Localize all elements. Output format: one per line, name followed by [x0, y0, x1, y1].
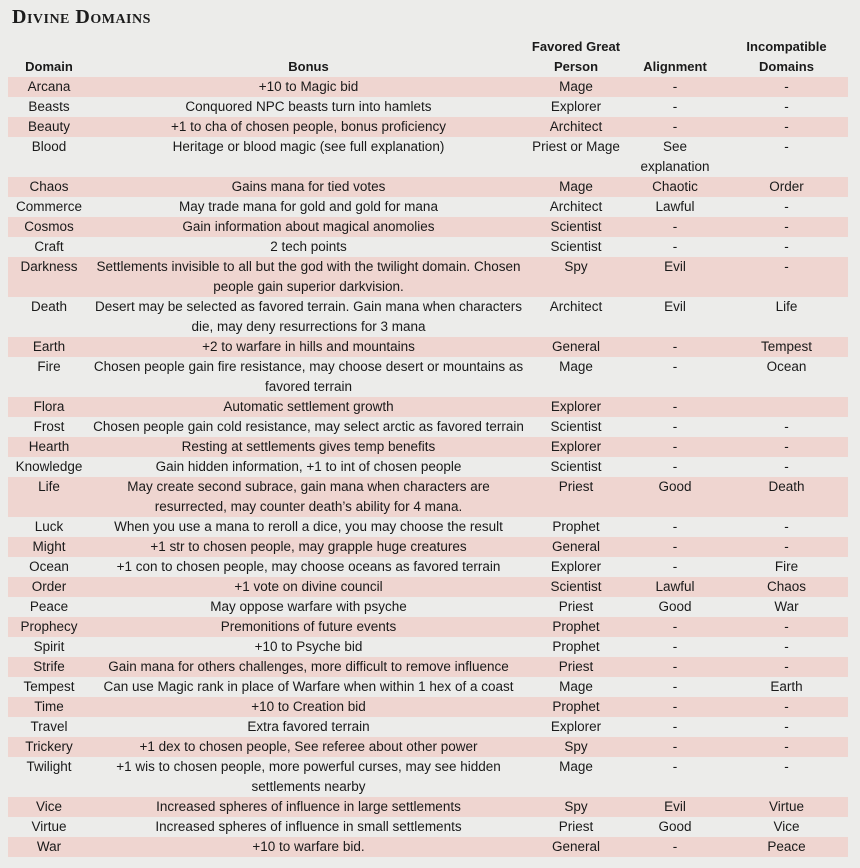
domain-cell: Earth	[32, 339, 66, 354]
alignment-cell: -	[672, 559, 678, 574]
alignment-cell: -	[672, 739, 678, 754]
domain-cell: Might	[32, 539, 66, 554]
favored-person-cell: Spy	[564, 799, 588, 814]
domain-cell: Twilight	[26, 759, 72, 774]
domain-cell: Blood	[31, 139, 67, 154]
alignment-cell: -	[672, 459, 678, 474]
incompatible-cell: Life	[775, 299, 798, 314]
incompatible-cell: War	[774, 599, 799, 614]
alignment-cell: -	[672, 679, 678, 694]
table-row	[8, 817, 848, 837]
bonus-cell: Desert may be selected as favored terrain. Gain mana when characters die, may deny resurrections for 3 mana	[95, 299, 522, 334]
alignment-cell: -	[672, 659, 678, 674]
favored-person-cell: Prophet	[552, 699, 600, 714]
alignment-cell: Evil	[664, 799, 686, 814]
favored-person-cell: Priest	[558, 659, 594, 674]
alignment-cell: Evil	[664, 259, 686, 274]
domain-cell: Vice	[35, 799, 63, 814]
bonus-cell: May oppose warfare with psyche	[210, 599, 407, 614]
table-row	[8, 737, 848, 757]
table-row	[8, 437, 848, 457]
alignment-cell: -	[672, 839, 678, 854]
bonus-cell: +10 to warfare bid.	[252, 839, 365, 854]
incompatible-cell: -	[784, 79, 789, 94]
bonus-cell: +10 to Psyche bid	[254, 639, 363, 654]
table-row	[8, 637, 848, 657]
domain-cell: Frost	[33, 419, 65, 434]
domain-cell: Strife	[33, 659, 65, 674]
favored-person-cell: Mage	[559, 79, 593, 94]
favored-person-cell: Mage	[559, 179, 593, 194]
alignment-cell: -	[672, 719, 678, 734]
header-incompatible-domains: Incompatible Domains	[746, 39, 827, 74]
alignment-cell: Lawful	[655, 199, 695, 214]
bonus-cell: When you use a mana to reroll a dice, you may choose the result	[114, 519, 503, 534]
table-row	[8, 117, 848, 137]
favored-person-cell: General	[551, 839, 601, 854]
table-row	[8, 597, 848, 617]
alignment-cell: -	[672, 399, 678, 414]
table-row	[8, 137, 848, 177]
domain-cell: Knowledge	[15, 459, 83, 474]
domain-cell: War	[36, 839, 62, 854]
favored-person-cell: Prophet	[552, 519, 600, 534]
favored-person-cell: General	[551, 539, 601, 554]
alignment-cell: See explanation	[640, 139, 710, 174]
alignment-cell: -	[672, 639, 678, 654]
favored-person-cell: Scientist	[550, 219, 602, 234]
domain-cell: Commerce	[15, 199, 82, 214]
bonus-cell: 2 tech points	[270, 239, 347, 254]
alignment-cell: -	[672, 79, 678, 94]
bonus-cell: +10 to Magic bid	[258, 79, 359, 94]
bonus-cell: Extra favored terrain	[247, 719, 370, 734]
favored-person-cell: Mage	[559, 679, 593, 694]
bonus-cell: Automatic settlement growth	[223, 399, 394, 414]
incompatible-cell: -	[784, 519, 789, 534]
incompatible-cell: Vice	[773, 819, 800, 834]
incompatible-cell: -	[784, 659, 789, 674]
table-row	[8, 577, 848, 597]
header-favored-great-person: Favored Great Person	[531, 39, 621, 74]
alignment-cell: -	[672, 219, 678, 234]
favored-person-cell: Priest	[558, 819, 594, 834]
table-row	[8, 677, 848, 697]
favored-person-cell: Scientist	[550, 239, 602, 254]
favored-person-cell: Explorer	[550, 719, 602, 734]
favored-person-cell: Priest or Mage	[532, 139, 620, 154]
table-row	[8, 337, 848, 357]
alignment-cell: -	[672, 519, 678, 534]
incompatible-cell: Tempest	[760, 339, 813, 354]
incompatible-cell: -	[784, 99, 789, 114]
table-row	[8, 657, 848, 677]
domain-cell: Fire	[37, 359, 61, 374]
favored-person-cell: Architect	[549, 299, 603, 314]
alignment-cell: Good	[658, 479, 692, 494]
table-row	[8, 97, 848, 117]
alignment-cell: -	[672, 359, 678, 374]
alignment-cell: -	[672, 619, 678, 634]
table-row	[8, 537, 848, 557]
header-bonus: Bonus	[288, 59, 329, 74]
bonus-cell: +1 con to chosen people, may choose oceans as favored terrain	[116, 559, 501, 574]
incompatible-cell: -	[784, 539, 789, 554]
domain-cell: Hearth	[28, 439, 70, 454]
table-header-row	[8, 37, 848, 77]
bonus-cell: May create second subrace, gain mana when characters are resurrected, may counter death’s ability for 4 mana.	[127, 479, 490, 514]
bonus-cell: +1 vote on divine council	[234, 579, 383, 594]
domain-cell: Luck	[34, 519, 64, 534]
domain-cell: Time	[34, 699, 64, 714]
domain-cell: Cosmos	[24, 219, 74, 234]
incompatible-cell: Ocean	[766, 359, 807, 374]
bonus-cell: Conquored NPC beasts turn into hamlets	[185, 99, 432, 114]
incompatible-cell: Peace	[767, 839, 806, 854]
table-row	[8, 697, 848, 717]
incompatible-cell: -	[784, 719, 789, 734]
incompatible-cell: -	[784, 119, 789, 134]
incompatible-cell: Order	[769, 179, 804, 194]
table-row	[8, 797, 848, 817]
bonus-cell: Gains mana for tied votes	[231, 179, 386, 194]
favored-person-cell: Explorer	[550, 99, 602, 114]
incompatible-cell: -	[784, 639, 789, 654]
table-row	[8, 837, 848, 857]
page-title: Divine Domains	[12, 6, 151, 28]
domain-cell: Arcana	[27, 79, 71, 94]
domain-cell: Travel	[30, 719, 68, 734]
alignment-cell: -	[672, 239, 678, 254]
table-row	[8, 177, 848, 197]
favored-person-cell: Prophet	[552, 619, 600, 634]
domain-cell: Beauty	[27, 119, 71, 134]
table-row	[8, 217, 848, 237]
favored-person-cell: Scientist	[550, 419, 602, 434]
domain-cell: Beasts	[28, 99, 70, 114]
domain-cell: Trickery	[25, 739, 73, 754]
bonus-cell: +2 to warfare in hills and mountains	[202, 339, 415, 354]
domain-cell: Chaos	[29, 179, 69, 194]
bonus-cell: +1 wis to chosen people, more powerful curses, may see hidden settlements nearby	[116, 759, 501, 794]
table-row	[8, 257, 848, 297]
incompatible-cell: Death	[768, 479, 805, 494]
domain-cell: Darkness	[20, 259, 78, 274]
domains-table	[8, 37, 848, 857]
favored-person-cell: Mage	[559, 759, 593, 774]
alignment-cell: Good	[658, 599, 692, 614]
domain-cell: Peace	[29, 599, 69, 614]
bonus-cell: +10 to Creation bid	[251, 699, 366, 714]
incompatible-cell: -	[784, 439, 789, 454]
alignment-cell: Lawful	[655, 579, 695, 594]
header-alignment: Alignment	[643, 59, 707, 74]
incompatible-cell: -	[784, 619, 789, 634]
alignment-cell: -	[672, 339, 678, 354]
bonus-cell: +1 dex to chosen people, See referee about other power	[139, 739, 478, 754]
alignment-cell: -	[672, 759, 678, 774]
alignment-cell: -	[672, 539, 678, 554]
table-row	[8, 457, 848, 477]
domain-cell: Tempest	[23, 679, 75, 694]
favored-person-cell: Priest	[558, 599, 594, 614]
bonus-cell: Increased spheres of influence in large settlements	[156, 799, 461, 814]
bonus-cell: +1 str to chosen people, may grapple huge creatures	[150, 539, 467, 554]
table-row	[8, 397, 848, 417]
domain-cell: Craft	[34, 239, 64, 254]
table-row	[8, 197, 848, 217]
table-row	[8, 237, 848, 257]
bonus-cell: Heritage or blood magic (see full explanation)	[172, 139, 445, 154]
favored-person-cell: Prophet	[552, 639, 600, 654]
favored-person-cell: Scientist	[550, 579, 602, 594]
favored-person-cell: Architect	[549, 119, 603, 134]
incompatible-cell: -	[784, 239, 789, 254]
domain-cell: Prophecy	[20, 619, 78, 634]
table-row	[8, 417, 848, 437]
alignment-cell: Good	[658, 819, 692, 834]
alignment-cell: -	[672, 119, 678, 134]
favored-person-cell: Spy	[564, 259, 588, 274]
alignment-cell: -	[672, 419, 678, 434]
favored-person-cell: Scientist	[550, 459, 602, 474]
incompatible-cell	[725, 397, 848, 417]
incompatible-cell: Chaos	[766, 579, 807, 594]
bonus-cell: Increased spheres of influence in small settlements	[155, 819, 462, 834]
favored-person-cell: Explorer	[550, 439, 602, 454]
incompatible-cell: Virtue	[768, 799, 805, 814]
domain-cell: Ocean	[29, 559, 69, 574]
incompatible-cell: -	[784, 199, 789, 214]
favored-person-cell: Priest	[558, 479, 594, 494]
domain-cell: Life	[38, 479, 60, 494]
alignment-cell: -	[672, 699, 678, 714]
alignment-cell: Evil	[664, 299, 686, 314]
bonus-cell: Settlements invisible to all but the god with the twilight domain. Chosen people gain superior darkvision.	[96, 259, 521, 294]
bonus-cell: Gain information about magical anomolies	[182, 219, 435, 234]
bonus-cell: +1 to cha of chosen people, bonus proficiency	[170, 119, 447, 134]
incompatible-cell: -	[784, 419, 789, 434]
incompatible-cell: -	[784, 259, 789, 274]
domain-cell: Spirit	[33, 639, 65, 654]
incompatible-cell: Earth	[770, 679, 803, 694]
incompatible-cell: -	[784, 759, 789, 774]
incompatible-cell: -	[784, 459, 789, 474]
favored-person-cell: Mage	[559, 359, 593, 374]
table-row	[8, 297, 848, 337]
table-row	[8, 617, 848, 637]
incompatible-cell: -	[784, 739, 789, 754]
domain-cell: Order	[31, 579, 67, 594]
table-row	[8, 77, 848, 97]
domain-cell: Flora	[33, 399, 65, 414]
table-row	[8, 717, 848, 737]
incompatible-cell: Fire	[774, 559, 799, 574]
favored-person-cell: Explorer	[550, 559, 602, 574]
bonus-cell: Gain mana for others challenges, more difficult to remove influence	[108, 659, 509, 674]
bonus-cell: Gain hidden information, +1 to int of chosen people	[155, 459, 462, 474]
bonus-cell: Chosen people gain cold resistance, may select arctic as favored terrain	[93, 419, 524, 434]
bonus-cell: May trade mana for gold and gold for mana	[179, 199, 438, 214]
bonus-cell: Can use Magic rank in place of Warfare when within 1 hex of a coast	[103, 679, 514, 694]
incompatible-cell: -	[784, 139, 789, 154]
bonus-cell: Premonitions of future events	[220, 619, 397, 634]
domain-cell: Virtue	[31, 819, 67, 834]
favored-person-cell: Spy	[564, 739, 588, 754]
bonus-cell: Resting at settlements gives temp benefits	[181, 439, 436, 454]
incompatible-cell: -	[784, 699, 789, 714]
alignment-cell: Chaotic	[652, 179, 698, 194]
favored-person-cell: Explorer	[550, 399, 602, 414]
alignment-cell: -	[672, 99, 678, 114]
alignment-cell: -	[672, 439, 678, 454]
table-row	[8, 477, 848, 517]
bonus-cell: Chosen people gain fire resistance, may choose desert or mountains as favored terrain	[93, 359, 524, 394]
table-row	[8, 357, 848, 397]
domain-cell: Death	[30, 299, 68, 314]
table-row	[8, 557, 848, 577]
table-row	[8, 757, 848, 797]
favored-person-cell: General	[551, 339, 601, 354]
favored-person-cell: Architect	[549, 199, 603, 214]
incompatible-cell: -	[784, 219, 789, 234]
header-domain: Domain	[25, 59, 73, 74]
table-row	[8, 517, 848, 537]
table-body	[8, 77, 848, 857]
